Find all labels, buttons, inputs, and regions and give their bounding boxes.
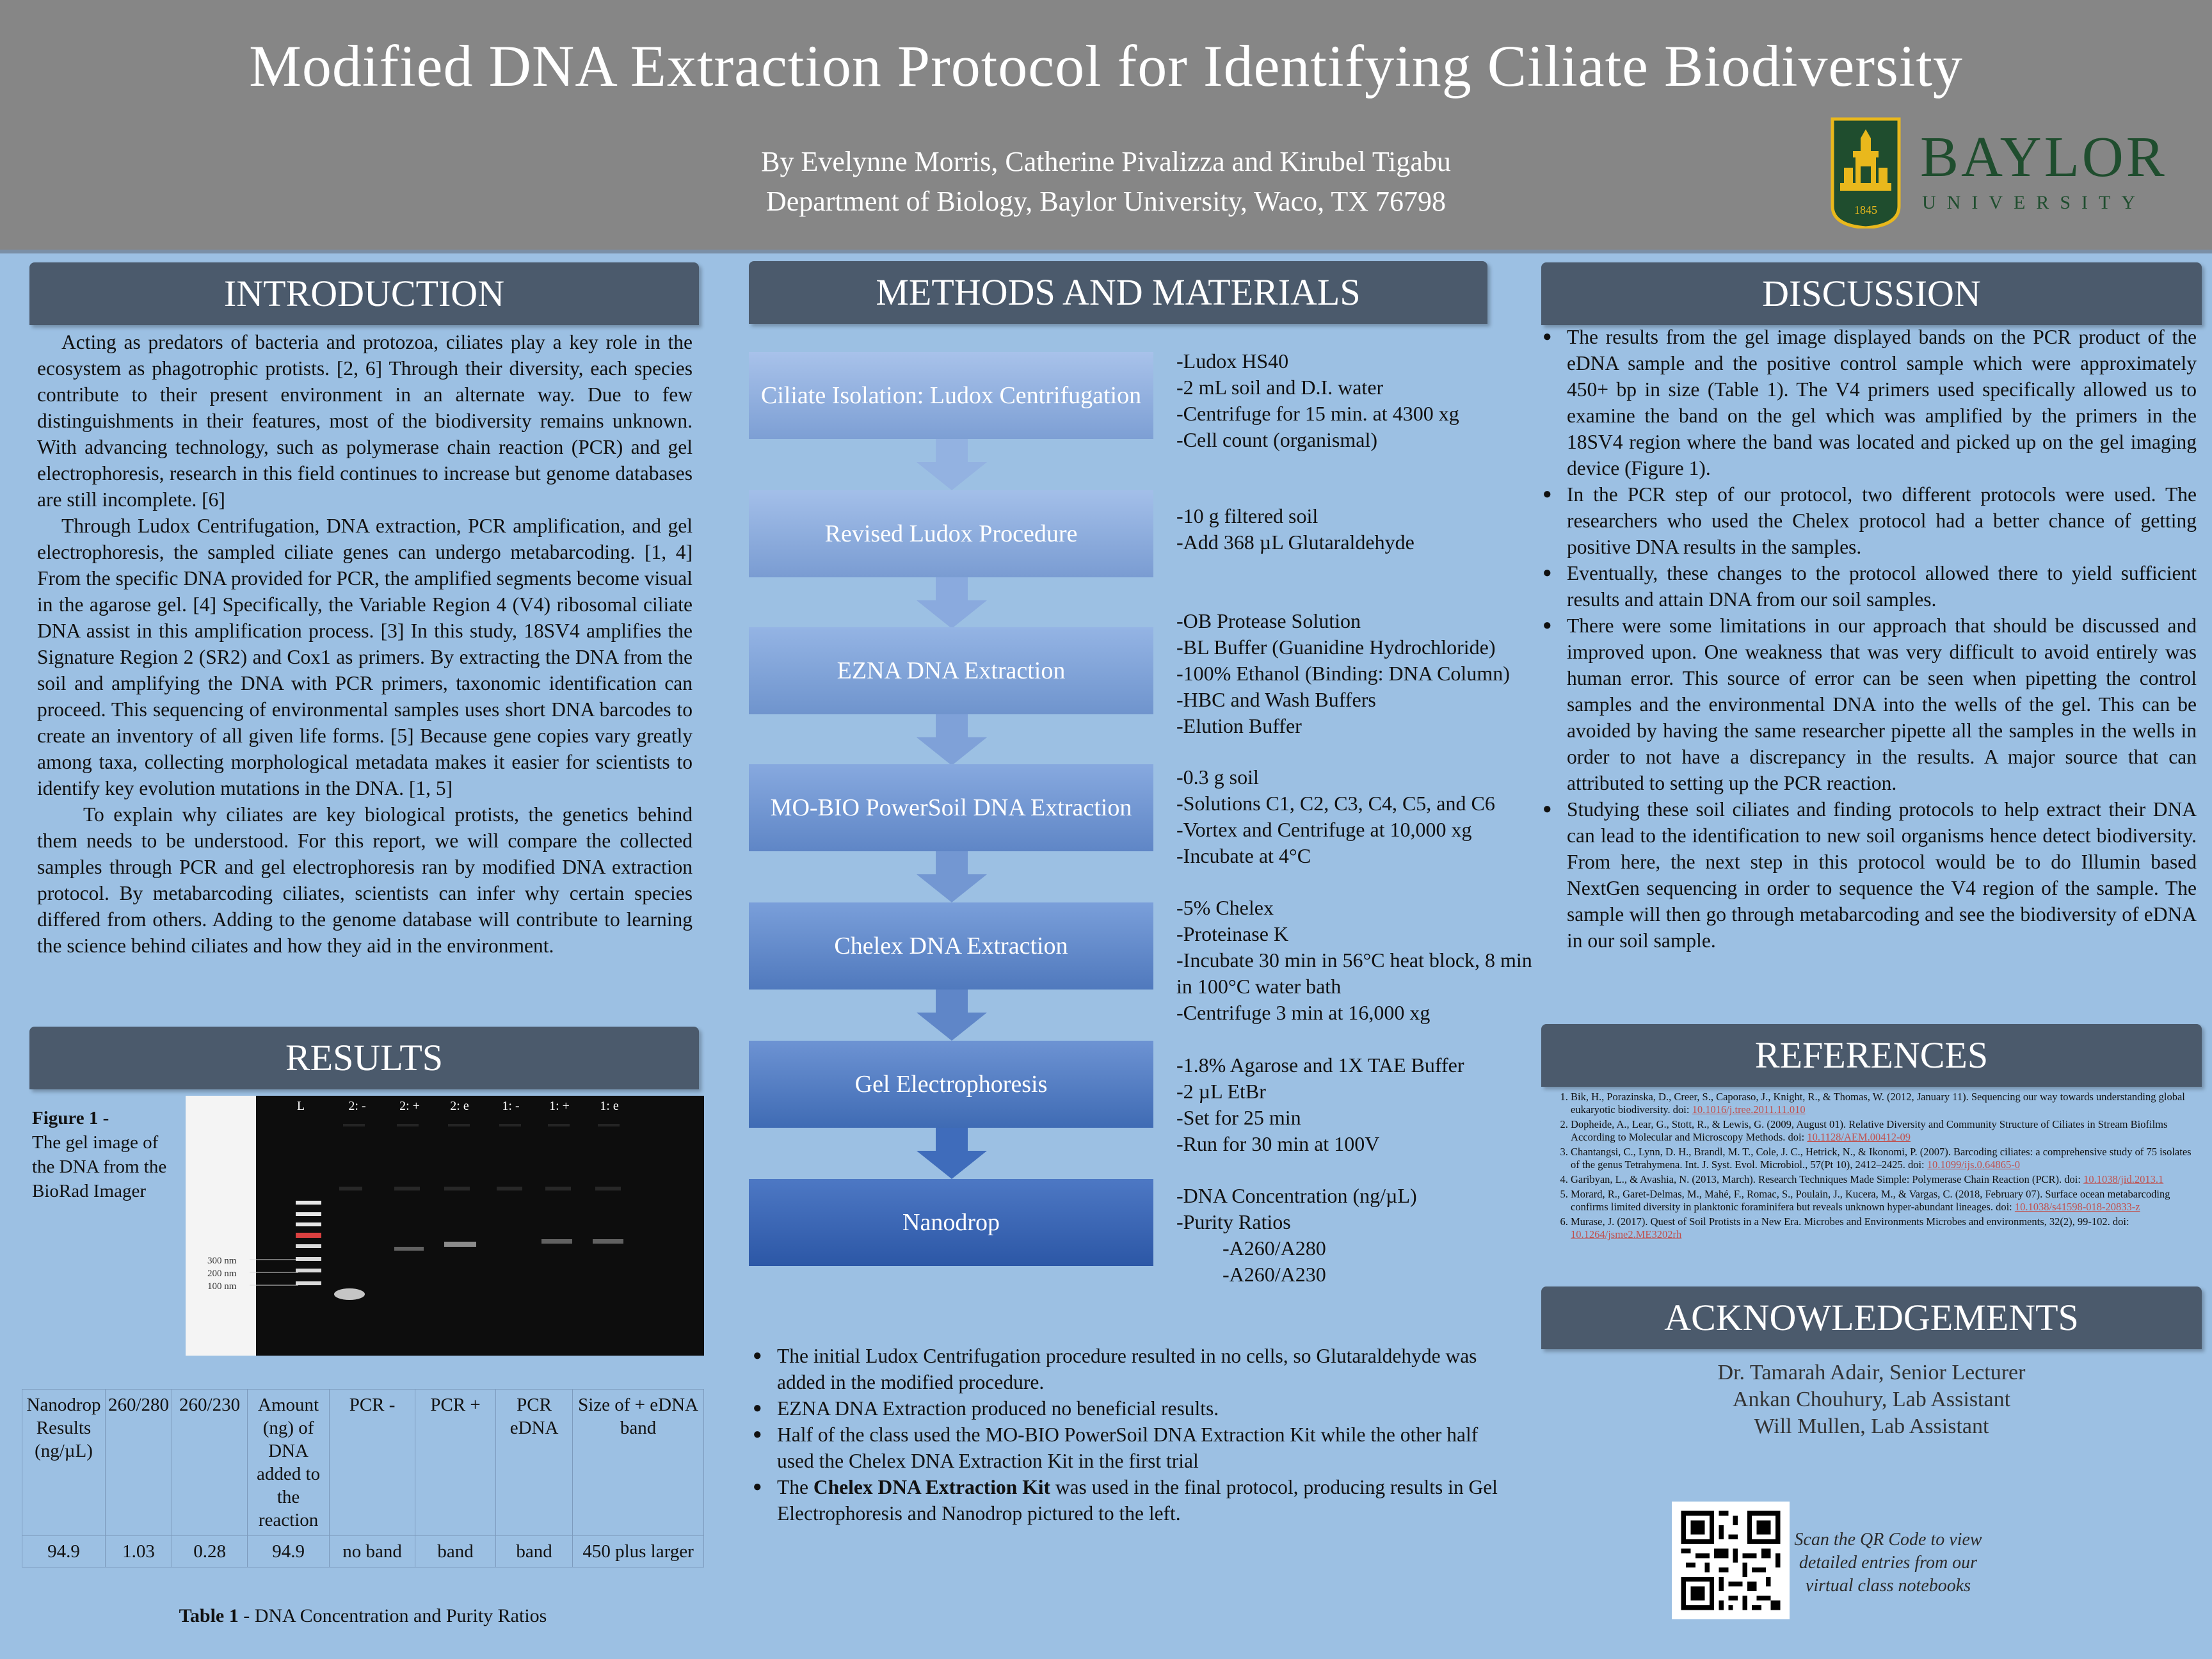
methods-bullet: ● The initial Ludox Centrifugation procedure resulted in no cells, so Glutaraldehyde was added in the modified procedure.: [753, 1343, 1511, 1395]
lane-label: 1: e: [600, 1099, 619, 1113]
methods-bullet: ● Half of the class used the MO-BIO PowerSoil DNA Extraction Kit while the other half used the Chelex DNA Extraction Kit in the first trial: [753, 1422, 1511, 1474]
results-heading: RESULTS: [29, 1027, 699, 1089]
table-cell: 94.9: [22, 1536, 106, 1567]
reference-text: Morard, R., Garet-Delmas, M., Mahé, F., Romac, S., Poulain, J., Kucera, M., & Vargas, C. (2018, February 07). Surface ocean metabarcoding confirms limited diversity in planktonic foraminifera but reveals unknown hyper-abundant lineages. doi:: [1571, 1188, 2170, 1213]
reference-item: [1571, 1173, 2195, 1186]
logo-year: 1845: [1854, 204, 1877, 216]
note-line: -Set for 25 min: [1176, 1106, 1301, 1129]
note-line: -Ludox HS40: [1176, 349, 1289, 373]
gel-image: [186, 1096, 704, 1356]
reference-text: Bik, H., Porazinska, D., Creer, S., Caporaso, J., Knight, R., & Thomas, W. (2012, January 11). Sequencing our way towards understanding global eukaryotic biodiversity. doi:: [1571, 1091, 2185, 1116]
method-notes: [1176, 895, 1535, 1026]
authors-line: By Evelynne Morris, Catherine Pivalizza and Kirubel Tigabu: [761, 146, 1451, 177]
note-line: -Purity Ratios: [1176, 1210, 1291, 1233]
method-step: MO-BIO PowerSoil DNA Extraction: [749, 764, 1153, 851]
reference-doi-link[interactable]: 10.1128/AEM.00412-09: [1807, 1131, 1911, 1143]
intro-paragraph: To explain why ciliates are key biological protists, the genetics behind them needs to be understood. For this report, we will compare the collected samples through PCR and gel electrophoresis ran by modified DNA extraction protocol. By metabarcoding ciliates, scientists can infer why certain species differed from others. Adding to the genome database will contribute to learning the science behind ciliates and how they aid in the environment.: [37, 803, 693, 957]
lane-label: 1: +: [549, 1099, 570, 1113]
method-notes: [1176, 764, 1495, 869]
table-cell: 0.28: [172, 1536, 248, 1567]
acknowledgements-list: [1541, 1359, 2202, 1440]
logo-wordmark: BAYLOR: [1920, 125, 2167, 189]
introduction-body: [37, 329, 693, 959]
note-line: -5% Chelex: [1176, 896, 1274, 919]
discussion-bullet: ● In the PCR step of our protocol, two different protocols were used. The researchers who used the Chelex protocol had a better chance of getting positive DNA results in the samples.: [1543, 481, 2197, 560]
note-line: -Vortex and Centrifuge at 10,000 xg: [1176, 818, 1472, 841]
table-header-cell: 260/280: [106, 1390, 172, 1536]
note-line: -Centrifuge for 15 min. at 4300 xg: [1176, 402, 1459, 425]
lane-label: 2: -: [348, 1099, 366, 1113]
table-header-cell: PCR +: [415, 1390, 496, 1536]
acknowledgement-line: Ankan Chouhury, Lab Assistant: [1732, 1388, 2011, 1411]
table-row: [22, 1536, 704, 1567]
reference-item: [1571, 1091, 2195, 1116]
arrow-down-icon: [917, 439, 987, 490]
note-line: -A260/A230: [1222, 1263, 1326, 1286]
discussion-bullet: ● There were some limitations in our approach that should be discussed and improved upon. One weakness that was very difficult to avoid entirely was human error. This source of error can be seen when pipetting the control samples and the environmental DNA into the wells of the gel. This can be avoided by having the same researcher pipette all the samples in the wells in order to not have a discrepancy in the results. A major source that can attributed to setting up the PCR reaction.: [1543, 613, 2197, 796]
table-caption-label: Table 1: [179, 1605, 239, 1626]
methods-bullet: ● EZNA DNA Extraction produced no beneficial results.: [753, 1395, 1511, 1422]
discussion-bullet: ● Eventually, these changes to the protocol allowed there to yield sufficient results and attain DNA from our soil samples.: [1543, 560, 2197, 613]
arrow-down-icon: [917, 851, 987, 902]
note-line: -2 µL EtBr: [1176, 1080, 1266, 1103]
reference-item: [1571, 1188, 2195, 1214]
logo-subtitle: UNIVERSITY: [1922, 192, 2146, 213]
method-notes: [1176, 608, 1510, 739]
figure-caption-text: The gel image of the DNA from the BioRad Imager: [32, 1132, 167, 1201]
poster-header: [0, 0, 2212, 253]
results-table: [22, 1389, 704, 1567]
method-step: Gel Electrophoresis: [749, 1041, 1153, 1128]
reference-item: [1571, 1215, 2195, 1241]
note-line: -BL Buffer (Guanidine Hydrochloride): [1176, 636, 1496, 659]
note-line: -10 g filtered soil: [1176, 504, 1318, 527]
acknowledgements-heading: ACKNOWLEDGEMENTS: [1541, 1286, 2202, 1349]
introduction-heading: INTRODUCTION: [29, 262, 699, 325]
methods-bullet: [753, 1474, 1511, 1527]
note-line: -DNA Concentration (ng/µL): [1176, 1184, 1417, 1207]
poster-title: Modified DNA Extraction Protocol for Identifying Ciliate Biodiversity: [249, 33, 1963, 99]
reference-text: Murase, J. (2017). Quest of Soil Protists in a New Era. Microbes and Environments Microbes and environments, 32(2), 99-102. doi:: [1571, 1215, 2129, 1228]
methods-heading: METHODS AND MATERIALS: [749, 261, 1487, 324]
references-list: [1549, 1091, 2195, 1243]
note-line: -Solutions C1, C2, C3, C4, C5, and C6: [1176, 792, 1495, 815]
table-header-cell: PCR -: [330, 1390, 415, 1536]
qr-code-icon[interactable]: [1672, 1502, 1790, 1619]
table-cell: no band: [330, 1536, 415, 1567]
arrow-down-icon: [917, 990, 987, 1041]
note-line: -HBC and Wash Buffers: [1176, 688, 1376, 711]
arrow-down-icon: [917, 577, 987, 629]
discussion-bullet: ● Studying these soil ciliates and finding protocols to help extract their DNA can lead to the identification to new soil organisms hence detect biodiversity. From here, the next step in this protocol would be to do Illumin based NextGen sequencing in order to sequence the V4 region of the sample. The sample will then go through metabarcoding and see the biodiversity of eDNA in our soil sample.: [1543, 796, 2197, 954]
note-line: -Incubate at 4°C: [1176, 844, 1311, 867]
note-line: -Incubate 30 min in 56°C heat block, 8 min in 100°C water bath: [1176, 949, 1532, 998]
table-cell: band: [496, 1536, 573, 1567]
bullet-bold-text: Chelex DNA Extraction Kit: [813, 1476, 1050, 1498]
reference-doi-link[interactable]: 10.1264/jsme2.ME3202rh: [1571, 1228, 1682, 1240]
table-cell: 450 plus larger: [573, 1536, 704, 1567]
baylor-logo: [1827, 110, 2186, 228]
table-cell: 94.9: [248, 1536, 330, 1567]
table-caption-text: - DNA Concentration and Purity Ratios: [238, 1605, 547, 1626]
note-line: -Run for 30 min at 100V: [1176, 1132, 1380, 1155]
table-cell: band: [415, 1536, 496, 1567]
note-line: -Cell count (organismal): [1176, 428, 1377, 451]
discussion-bullets: [1543, 324, 2197, 954]
note-line: -OB Protease Solution: [1176, 609, 1361, 632]
reference-doi-link[interactable]: 10.1038/jid.2013.1: [2083, 1173, 2164, 1185]
table-header-cell: PCR eDNA: [496, 1390, 573, 1536]
arrow-down-icon: [917, 1128, 987, 1179]
table-header-cell: Amount (ng) of DNA added to the reaction: [248, 1390, 330, 1536]
affiliation-line: Department of Biology, Baylor University, Waco, TX 76798: [765, 186, 1447, 217]
method-step: Nanodrop: [749, 1179, 1153, 1266]
acknowledgement-line: Will Mullen, Lab Assistant: [1754, 1415, 1989, 1438]
note-line: -A260/A280: [1222, 1237, 1326, 1260]
intro-paragraph: Through Ludox Centrifugation, DNA extraction, PCR amplification, and gel electrophoresis, the sampled ciliate genes can undergo metabarcoding. [1, 4] From the specific DNA provided for PCR, the amplified segments become visual in the agarose gel. [4] Specifically, the Variable Region 4 (V4) ribosomal ciliate DNA assist in this amplification process. [3] In this study, 18SV4 amplifies the Signature Region 2 (SR2) and Cox1 as primers. By extracting the DNA from the soil and amplifying the DNA with PCR primers, taxonomic identification can proceed. This sequencing of environmental samples uses short DNA barcodes to create an inventory of all given life forms. [5] Because gene copies vary greatly among taxa, collecting morphological metadata makes it easier for scientists to identify key evolution mutations in the DNA. [1, 5]: [37, 515, 693, 799]
reference-text: Dopheide, A., Lear, G., Stott, R., & Lewis, G. (2009, August 01). Relative Diversity and Community Structure of Ciliates in Stream Biofilms According to Molecular and Microscopy Methods. doi:: [1571, 1118, 2168, 1143]
reference-item: [1571, 1118, 2195, 1144]
note-line: -2 mL soil and D.I. water: [1176, 376, 1384, 399]
reference-item: [1571, 1146, 2195, 1171]
figure-label: Figure 1 -: [32, 1108, 109, 1128]
bullet-text: The: [777, 1476, 813, 1498]
gel-electrophoresis-figure: [186, 1096, 704, 1356]
qr-caption: Scan the QR Code to view detailed entries from our virtual class notebooks: [1794, 1530, 1982, 1596]
lane-label: 2: +: [399, 1099, 420, 1113]
method-notes: [1176, 348, 1459, 453]
reference-text: Garibyan, L., & Avashia, N. (2013, March). Research Techniques Made Simple: Polymerase Chain Reaction (PCR). doi:: [1571, 1173, 2084, 1185]
lane-label: 1: -: [502, 1099, 520, 1113]
reference-doi-link[interactable]: 10.1016/j.tree.2011.11.010: [1692, 1103, 1806, 1116]
discussion-bullet: ● The results from the gel image displayed bands on the PCR product of the eDNA sample and the positive control sample which were approximately 450+ bp in size (Table 1). The V4 primers used specifically allowed us to examine the band on the gel which was amplified by the primers in the 18SV4 region where the band was located and picked up on the gel imaging device (Figure 1).: [1543, 324, 2197, 481]
baylor-seal-icon: [1827, 110, 1904, 228]
ladder-label: 200 nm: [207, 1269, 237, 1279]
bullet-text: was used in the final protocol, producing results in Gel Electrophoresis and Nanodrop pictured to the left.: [777, 1476, 1498, 1525]
table-header-cell: 260/230: [172, 1390, 248, 1536]
table-cell: 1.03: [106, 1536, 172, 1567]
method-step: Ciliate Isolation: Ludox Centrifugation: [749, 352, 1153, 439]
reference-text: Chantangsi, C., Lynn, D. H., Brandl, M. T., Cole, J. C., Hetrick, N., & Ikonomi, P. (2007). Barcoding ciliates: a comprehensive study of 75 isolates of the genus Tetrahymena. Int. J. Syst. Evol. Microbiol., 57(Pt 10), 2412–2425. doi:: [1571, 1146, 2192, 1171]
method-notes: [1176, 1183, 1417, 1288]
lane-label: 2: e: [450, 1099, 469, 1113]
table-header-row: [22, 1390, 704, 1536]
method-notes: [1176, 1052, 1464, 1157]
method-step: Revised Ludox Procedure: [749, 490, 1153, 577]
table-header-cell: Size of + eDNA band: [573, 1390, 704, 1536]
ladder-label: 100 nm: [207, 1281, 237, 1292]
acknowledgement-line: Dr. Tamarah Adair, Senior Lecturer: [1717, 1361, 2026, 1384]
reference-doi-link[interactable]: 10.1038/s41598-018-20833-z: [2014, 1201, 2140, 1213]
table-1-caption: [22, 1605, 704, 1627]
note-line: -Add 368 µL Glutaraldehyde: [1176, 531, 1415, 554]
note-line: -Centrifuge 3 min at 16,000 xg: [1176, 1001, 1431, 1024]
note-line: -Proteinase K: [1176, 922, 1289, 945]
method-step: EZNA DNA Extraction: [749, 627, 1153, 714]
method-notes: [1176, 503, 1415, 556]
table-header-cell: Nanodrop Results (ng/µL): [22, 1390, 106, 1536]
ladder-label: 300 nm: [207, 1256, 237, 1266]
note-line: -100% Ethanol (Binding: DNA Column): [1176, 662, 1510, 685]
references-heading: REFERENCES: [1541, 1024, 2202, 1087]
methods-bullets: [753, 1343, 1511, 1527]
figure-1-caption: [32, 1106, 179, 1203]
lane-label: L: [296, 1099, 305, 1113]
reference-doi-link[interactable]: 10.1099/ijs.0.64865-0: [1927, 1158, 2021, 1171]
intro-paragraph: Acting as predators of bacteria and protozoa, ciliates play a key role in the ecosystem as phagotrophic protists. [2, 6] Through their diversity, each species contribute to their present environment in an alternate way. Due to few distinguishments in their features, most of the biodiversity remains unknown. With advancing technology, such as polymerase chain reaction (PCR) and gel electrophoresis, research in this field continues to increase but genome databases are still incomplete. [6]: [37, 331, 693, 511]
arrow-down-icon: [917, 714, 987, 765]
note-line: -1.8% Agarose and 1X TAE Buffer: [1176, 1054, 1464, 1077]
note-line: -0.3 g soil: [1176, 765, 1259, 789]
method-step: Chelex DNA Extraction: [749, 902, 1153, 990]
discussion-heading: DISCUSSION: [1541, 262, 2202, 325]
note-line: -Elution Buffer: [1176, 714, 1302, 737]
